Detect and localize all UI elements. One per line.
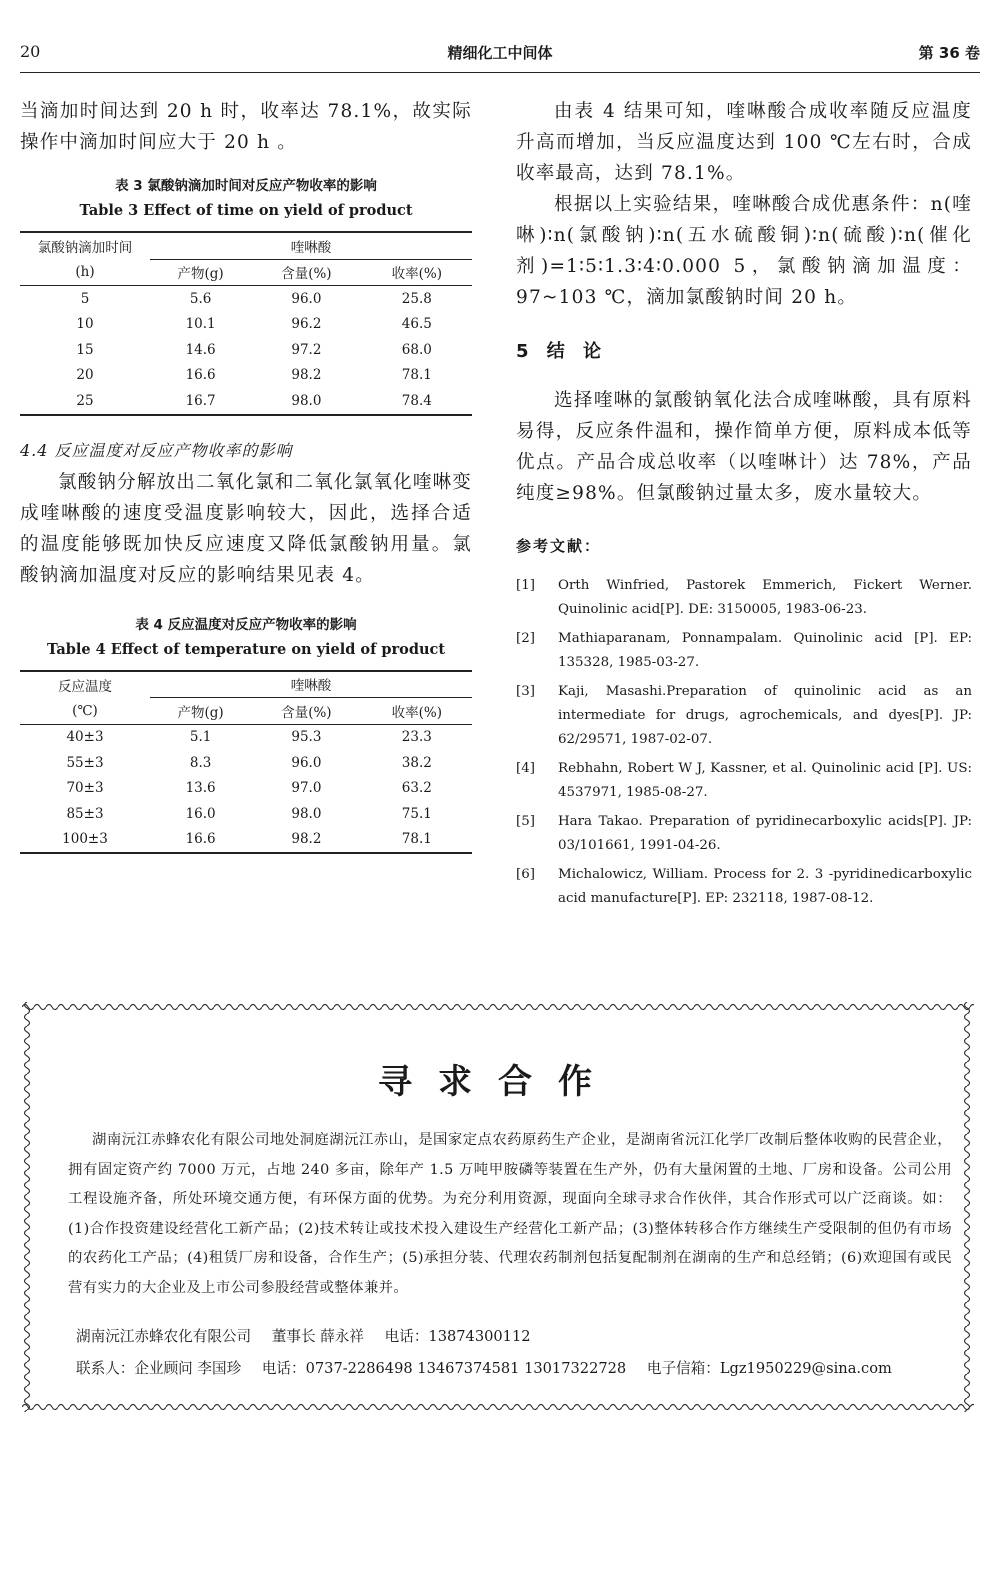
- reference-number: [2]: [516, 631, 535, 646]
- table-cell: 98.0: [291, 805, 322, 822]
- table-cell: 10: [76, 316, 94, 333]
- table-cell: 96.2: [291, 316, 322, 333]
- table4-group-header: 喹啉酸: [150, 671, 472, 698]
- table-cell: 16.7: [150, 388, 251, 415]
- header-rule: [20, 72, 980, 73]
- table-cell: 78.4: [362, 388, 472, 415]
- table4: [20, 670, 472, 855]
- table-cell: 38.2: [401, 754, 432, 771]
- reference-item: [516, 627, 972, 675]
- table3-caption-en: Table 3 Effect of time on yield of product: [79, 202, 413, 219]
- table-cell: 16.6: [150, 827, 251, 854]
- table4-col2-header: 含量(%): [251, 698, 361, 725]
- table-cell: 55±3: [66, 754, 104, 771]
- table-cell: 40±3: [66, 729, 104, 746]
- table-row: [20, 286, 472, 312]
- paragraph-top: 当滴加时间达到 20 h 时，收率达 78.1%，故实际操作中滴加时间应大于 20 h 。: [20, 101, 472, 153]
- table3-col1-header: 产物(g): [150, 259, 251, 286]
- table-cell: 98.0: [251, 388, 361, 415]
- table-cell: 8.3: [189, 754, 212, 771]
- table-row: [20, 337, 472, 363]
- table3-col0-unit: (h): [20, 259, 150, 286]
- table-row: [20, 388, 472, 415]
- notice-phone: 电话：13874300112: [384, 1328, 531, 1345]
- reference-number: [4]: [516, 761, 535, 776]
- table4-caption-en: Table 4 Effect of temperature on yield of product: [46, 640, 446, 658]
- table-cell: 75.1: [401, 805, 432, 822]
- table-cell: 85±3: [66, 805, 104, 822]
- table-cell: 70±3: [66, 780, 104, 797]
- table-row: [20, 827, 472, 854]
- notice-contact-line: [76, 1357, 908, 1378]
- table-row: [20, 750, 472, 776]
- paragraph-conditions: 根据以上实验结果，喹啉酸合成优惠条件：n(喹啉)∶n(氯酸钠)∶n(五水硫酸铜)∶n(硫酸)∶n(催化剂)=1∶5∶1.3∶4∶0.000 5，氯酸钠滴加温度：97~103 ℃，滴加氯酸钠时间 20 h。: [516, 194, 972, 308]
- reference-item: [516, 574, 972, 622]
- reference-text: Rebhahn, Robert W J, Kassner, et al. Quinolinic acid [P]. US: 4537971, 1985-08-27.: [558, 761, 972, 800]
- table3-col0-header: 氯酸钠滴加时间: [20, 232, 150, 259]
- section-heading-4-4: 4.4 反应温度对反应产物收率的影响: [20, 440, 293, 460]
- reference-text: Mathiaparanam, Ponnampalam. Quinolinic acid [P]. EP: 135328, 1985-03-27.: [558, 631, 972, 670]
- table-row: [20, 724, 472, 750]
- reference-text: Hara Takao. Preparation of pyridinecarboxylic acids[P]. JP: 03/101661, 1991-04-26.: [558, 814, 972, 853]
- table-cell: 96.0: [291, 754, 322, 771]
- notice-title: 寻求合作: [378, 1062, 618, 1102]
- table-cell: 5.6: [189, 290, 212, 307]
- paragraph-4-4: 氯酸钠分解放出二氧化氯和二氧化氯氧化喹啉变成喹啉酸的速度受温度影响较大，因此，选择合适的温度能够既加快反应速度又降低氯酸钠用量。氯酸钠滴加温度对反应的影响结果见表 4。: [20, 471, 472, 586]
- reference-item: [516, 757, 972, 805]
- table-cell: 97.0: [291, 780, 322, 797]
- table-cell: 98.2: [251, 827, 361, 854]
- reference-number: [3]: [516, 684, 535, 699]
- cooperation-notice-box: [22, 1002, 974, 1412]
- table-cell: 78.1: [362, 827, 472, 854]
- table-row: [20, 776, 472, 802]
- table-cell: 68.0: [401, 341, 432, 358]
- references-title: 参考文献：: [516, 537, 602, 555]
- table-cell: 96.0: [291, 290, 322, 307]
- table-row: [20, 801, 472, 827]
- table-cell: 20: [76, 367, 94, 384]
- table-cell: 15: [76, 341, 94, 358]
- paragraph-results: 由表 4 结果可知，喹啉酸合成收率随反应温度升高而增加，当反应温度达到 100 ℃左右时，合成收率最高，达到 78.1%。: [516, 101, 972, 184]
- volume-label: 第 36 卷: [918, 44, 980, 62]
- table-row: [20, 363, 472, 389]
- table-cell: 97.2: [291, 341, 322, 358]
- reference-text: Kaji, Masashi.Preparation of quinolinic acid as an intermediate for drugs, agrochemicals, and dyes[P]. JP: 62/29571, 1987-02-07.: [558, 684, 972, 747]
- table3: [20, 231, 472, 416]
- reference-item: [516, 810, 972, 858]
- table4-col1-header: 产物(g): [150, 698, 251, 725]
- paragraph-conclusion: 选择喹啉的氯酸钠氧化法合成喹啉酸，具有原料易得，反应条件温和，操作简单方便，原料成本低等优点。产品合成总收率（以喹啉计）达 78%，产品纯度≥98%。但氯酸钠过量太多，废水量较大。: [516, 390, 972, 504]
- table3-caption-cn: 表 3 氯酸钠滴加时间对反应产物收率的影响: [115, 178, 377, 194]
- table-cell: 100±3: [20, 827, 150, 854]
- table-cell: 13.6: [185, 780, 216, 797]
- running-header: [20, 42, 980, 68]
- notice-company: 湖南沅江赤蜂农化有限公司: [76, 1328, 252, 1345]
- journal-title: 精细化工中间体: [447, 44, 553, 62]
- section-heading-5: 5 结 论: [516, 341, 608, 362]
- table-cell: 25.8: [401, 290, 432, 307]
- table-cell: 95.3: [291, 729, 322, 746]
- table-cell: 5: [80, 290, 90, 307]
- right-column: [516, 96, 972, 916]
- reference-item: [516, 863, 972, 911]
- reference-text: Orth Winfried, Pastorek Emmerich, Fickert Werner. Quinolinic acid[P]. DE: 3150005, 1983-06-23.: [558, 578, 972, 617]
- table-cell: 23.3: [401, 729, 432, 746]
- notice-contact: 联系人：企业顾问 李国珍: [76, 1360, 242, 1377]
- table-cell: 16.0: [185, 805, 216, 822]
- notice-email: 电子信箱：Lgz1950229@sina.com: [646, 1360, 892, 1377]
- notice-contact-phone: 电话：0737-2286498 13467374581 13017322728: [261, 1360, 627, 1377]
- notice-chair: 董事长 薛永祥: [271, 1328, 364, 1345]
- table4-col0-header: 反应温度: [20, 671, 150, 698]
- reference-list: [516, 574, 972, 911]
- page-number: 20: [20, 42, 41, 61]
- table-row: [20, 312, 472, 338]
- table-cell: 63.2: [401, 780, 432, 797]
- left-column: [20, 96, 472, 854]
- table4-caption-cn: 表 4 反应温度对反应产物收率的影响: [135, 616, 357, 633]
- table-cell: 10.1: [185, 316, 216, 333]
- reference-text: Michalowicz, William. Process for 2. 3 -pyridinedicarboxylic acid manufacture[P]. EP: 232118, 1987-08-12.: [558, 867, 972, 906]
- table4-col3-header: 收率(%): [362, 698, 472, 725]
- reference-item: [516, 680, 972, 752]
- table-cell: 25: [20, 388, 150, 415]
- table-cell: 98.2: [291, 367, 322, 384]
- table-cell: 46.5: [401, 316, 432, 333]
- table3-col3-header: 收率(%): [362, 259, 472, 286]
- table4-col0-unit: (℃): [20, 698, 150, 725]
- notice-company-line: [76, 1325, 547, 1346]
- reference-number: [1]: [516, 578, 535, 593]
- table-cell: 5.1: [189, 729, 212, 746]
- reference-number: [5]: [516, 814, 535, 829]
- table-cell: 78.1: [401, 367, 432, 384]
- table3-group-header: 喹啉酸: [150, 232, 472, 259]
- table3-col2-header: 含量(%): [251, 259, 361, 286]
- notice-body: 湖南沅江赤蜂农化有限公司地处洞庭湖沅江赤山，是国家定点农药原药生产企业，是湖南省沅江化学厂改制后整体收购的民营企业，拥有固定资产约 7000 万元，占地 240 多亩，除年产 1.5 万吨甲胺磷等装置在生产外，仍有大量闲置的土地、厂房和设备。公司公用工程设施齐备，所处环境交通方便，有环保方面的优势。为充分利用资源，现面向全球寻求合作伙伴，其合作形式可以广泛商谈。如：(1)合作投资建设经营化工新产品；(2)技术转让或技术投入建设生产经营化工新产品；(3)整体转移合作方继续生产受限制的但仍有市场的农药化工产品；(4)租赁厂房和设备，合作生产；(5)承担分装、代理农药制剂包括复配制剂在湖南的生产和总经销；(6)欢迎国有或民营有实力的大企业及上市公司参股经营或整体兼并。: [68, 1132, 952, 1296]
- table-cell: 14.6: [185, 341, 216, 358]
- table-cell: 16.6: [185, 367, 216, 384]
- reference-number: [6]: [516, 867, 535, 882]
